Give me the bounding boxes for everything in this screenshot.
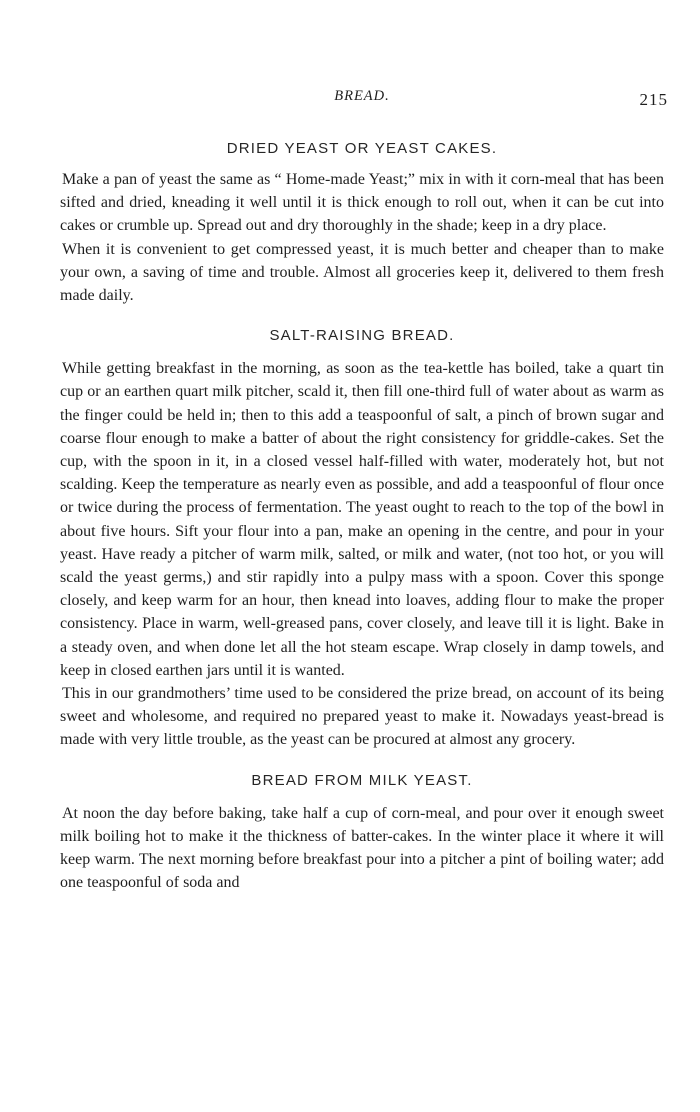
paragraph: When it is convenient to get compressed yeast, it is much better and cheaper than to make your own, a saving of time and trouble. Almost all groceries keep it, delivered to them fresh made daily. <box>60 240 664 305</box>
section-heading: DRIED YEAST OR YEAST CAKES. <box>226 140 498 157</box>
running-head <box>60 88 668 110</box>
page-number: 215 <box>639 90 668 109</box>
section-milk-yeast-bread <box>60 770 664 895</box>
paragraph: Make a pan of yeast the same as “ Home-made Yeast;” mix in with it corn-meal that has been sifted and dried, kneading it well until it is thick enough to roll out, when it can be cut into cakes or crumble up. Spread out and dry thoroughly in the shade; keep in a dry place. <box>60 171 664 235</box>
section-salt-raising-bread <box>60 325 664 751</box>
section-heading: BREAD FROM MILK YEAST. <box>251 771 473 789</box>
paragraph: While getting breakfast in the morning, as soon as the tea-kettle has boiled, take a quart tin cup or an earthen quart milk pitcher, scald it, then fill one-third full of water about as warm as the finger could be held in; then to this add a teaspoonful of salt, a pinch of brown sugar and coarse flour enough to make a batter of about the right consistency for griddle-cakes. Set the cup, with the spoon in it, in a closed vessel half-filled with water, moderately hot, but not scalding. Keep the temperature as nearly even as possible, and add a teaspoonful of flour once or twice during the process of fermentation. The yeast ought to reach to the top of the bowl in about five hours. Sift your flour into a pan, make an opening in the centre, and pour in your yeast. Have ready a pitcher of warm milk, salted, or milk and water, (not too hot, or you will scald the yeast germs,) and stir rapidly into a pulpy mass with a spoon. Cover this sponge closely, and keep warm for an hour, then knead into loaves, adding flour to make the proper consistency. Place in warm, well-greased pans, cover closely, and leave till it is light. Bake in a steady oven, and when done let all the hot steam escape. Wrap closely in damp towels, and keep in closed earthen jars until it is wanted. <box>60 360 664 679</box>
running-title: BREAD. <box>334 88 390 104</box>
page-content <box>60 138 664 894</box>
section-dried-yeast <box>60 138 664 307</box>
paragraph: At noon the day before baking, take half a cup of corn-meal, and pour over it enough sweet milk boiling hot to make it the thickness of batter-cakes. In the winter place it where it will keep warm. The next morning before breakfast pour into a pitcher a pint of boiling water; add one teaspoonful of soda and <box>60 804 664 892</box>
paragraph: This in our grandmothers’ time used to be considered the prize bread, on account of its being sweet and wholesome, and required no prepared yeast to make it. Nowadays yeast-bread is made with very little trouble, as the yeast can be procured at almost any grocery. <box>60 685 664 749</box>
section-heading: SALT-RAISING BREAD. <box>269 327 455 345</box>
